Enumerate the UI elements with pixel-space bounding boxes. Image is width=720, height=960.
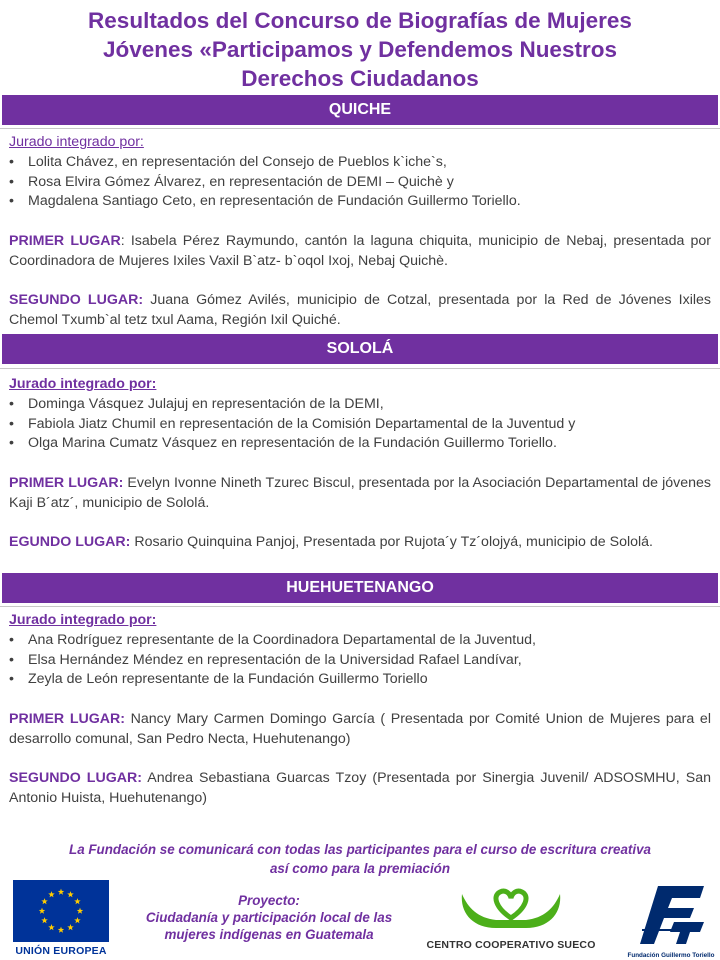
eu-star-icon (39, 908, 45, 914)
eu-star-icon (67, 924, 73, 930)
eu-star-icon (41, 917, 47, 923)
eu-stars-icon (13, 880, 109, 942)
first-place (9, 710, 711, 750)
jury-member: • Elsa Hernández Méndez en representación de la Universidad Rafael Landívar, (9, 651, 711, 671)
eu-star-icon (58, 889, 64, 895)
closing-line-2: así como para la premiación (269, 861, 451, 876)
jury-list (9, 153, 711, 212)
fgt-logo-icon (636, 884, 706, 946)
jury-member: • Magdalena Santiago Ceto, en representación de Fundación Guillermo Toriello. (9, 192, 711, 212)
section-body-huehuetenango (0, 606, 720, 830)
ccs-label: CENTRO COOPERATIVO SUECO (426, 939, 596, 951)
second-place (9, 291, 711, 331)
first-place-label: PRIMER LUGAR (9, 232, 121, 249)
first-place-text: Evelyn Ivonne Nineth Tzurec Biscul, presentada por la Asociación Departamental de jóvenes Kaji B´atz´, municipio de Sololá. (9, 474, 711, 511)
jury-member: • Olga Marina Cumatz Vásquez en representación de la Fundación Guillermo Toriello. (9, 434, 711, 454)
eu-star-icon (77, 908, 83, 914)
project-line-2: Ciudadanía y participación local de las (145, 910, 393, 925)
eu-label: UNIÓN EUROPEA (15, 945, 107, 957)
eu-star-icon (74, 898, 80, 904)
section-body-quiche (0, 128, 720, 331)
jury-member: • Ana Rodríguez representante de la Coordinadora Departamental de la Juventud, (9, 631, 711, 651)
first-place (9, 474, 711, 514)
page-title (10, 6, 710, 93)
fgt-logo (624, 884, 718, 958)
title-line-3: Derechos Ciudadanos (241, 66, 479, 91)
second-place-text: Juana Gómez Avilés, municipio de Cotzal, presentada por la Red de Jóvenes Ixiles Chemol Txumb`al tetz txul Aama, Región Ixil Quiché. (9, 292, 711, 329)
second-place-label: SEGUNDO LUGAR: (9, 292, 144, 309)
jury-list (9, 631, 711, 690)
jury-label: Jurado integrado por: (9, 134, 144, 150)
jury-member: • Lolita Chávez, en representación del Consejo de Pueblos k`iche`s, (9, 153, 711, 173)
section-body-solola (0, 368, 720, 572)
title-line-1: Resultados del Concurso de Biografías de Mujeres (88, 8, 632, 33)
jury-member: • Dominga Vásquez Julajuj en representación de la DEMI, (9, 395, 711, 415)
first-place-text: : Isabela Pérez Raymundo, cantón la laguna chiquita, municipio de Nebaj, presentada por Coordinadora de Mujeres Ixiles Vaxil B`atz- b`oqol Ixoj, Nebaj Quichè. (9, 232, 711, 269)
closing-line-1: La Fundación se comunicará con todas las participantes para el curso de escritura creativa (69, 842, 651, 857)
first-place-label: PRIMER LUGAR: (9, 474, 124, 491)
eu-star-icon (48, 891, 54, 897)
eu-star-icon (74, 917, 80, 923)
second-place (9, 769, 711, 809)
section-header-huehuetenango: HUEHUETENANGO (2, 573, 718, 603)
section-header-quiche: QUICHE (2, 95, 718, 125)
ccs-logo (418, 888, 604, 954)
second-place-text: Rosario Quinquina Panjoj, Presentada por Rujota´y Tz´olojyá, municipio de Sololá. (130, 534, 653, 551)
title-line-2: Jóvenes «Participamos y Defendemos Nuestros (103, 37, 617, 62)
eu-star-icon (41, 898, 47, 904)
first-place (9, 232, 711, 272)
second-place (9, 533, 711, 553)
second-place-text: Andrea Sebastiana Guarcas Tzoy (Presentada por Sinergia Juvenil/ ADSOSMHU, San Antonio Huista, Huehutenango) (9, 770, 711, 807)
eu-star-icon (58, 927, 64, 933)
fgt-label: Fundación Guillermo Toriello (627, 952, 715, 959)
eu-flag-logo-icon (13, 880, 109, 942)
eu-star-icon (48, 924, 54, 930)
closing-message (10, 840, 710, 878)
section-header-solola: SOLOLÁ (2, 334, 718, 364)
heart-hands-logo-icon (456, 888, 566, 932)
project-info (116, 892, 422, 943)
jury-member: • Fabiola Jiatz Chumil en representación de la Comisión Departamental de la Juventud y (9, 415, 711, 435)
project-line-3: mujeres indígenas en Guatemala (164, 927, 374, 942)
second-place-label: EGUNDO LUGAR: (9, 534, 131, 551)
first-place-label: PRIMER LUGAR: (9, 710, 125, 727)
jury-member: • Rosa Elvira Gómez Álvarez, en representación de DEMI – Quichè y (9, 173, 711, 193)
jury-list (9, 395, 711, 454)
jury-label: Jurado integrado por: (9, 612, 157, 628)
eu-star-icon (67, 891, 73, 897)
jury-label: Jurado integrado por: (9, 376, 157, 392)
jury-member: • Zeyla de León representante de la Fundación Guillermo Toriello (9, 670, 711, 690)
first-place-text: Nancy Mary Carmen Domingo García ( Presentada por Comité Union de Mujeres para el desarrollo comunal, San Pedro Necta, Huehutenango) (9, 710, 711, 747)
eu-logo (12, 880, 110, 958)
second-place-label: SEGUNDO LUGAR: (9, 770, 142, 787)
project-line-1: Proyecto: (238, 893, 300, 908)
